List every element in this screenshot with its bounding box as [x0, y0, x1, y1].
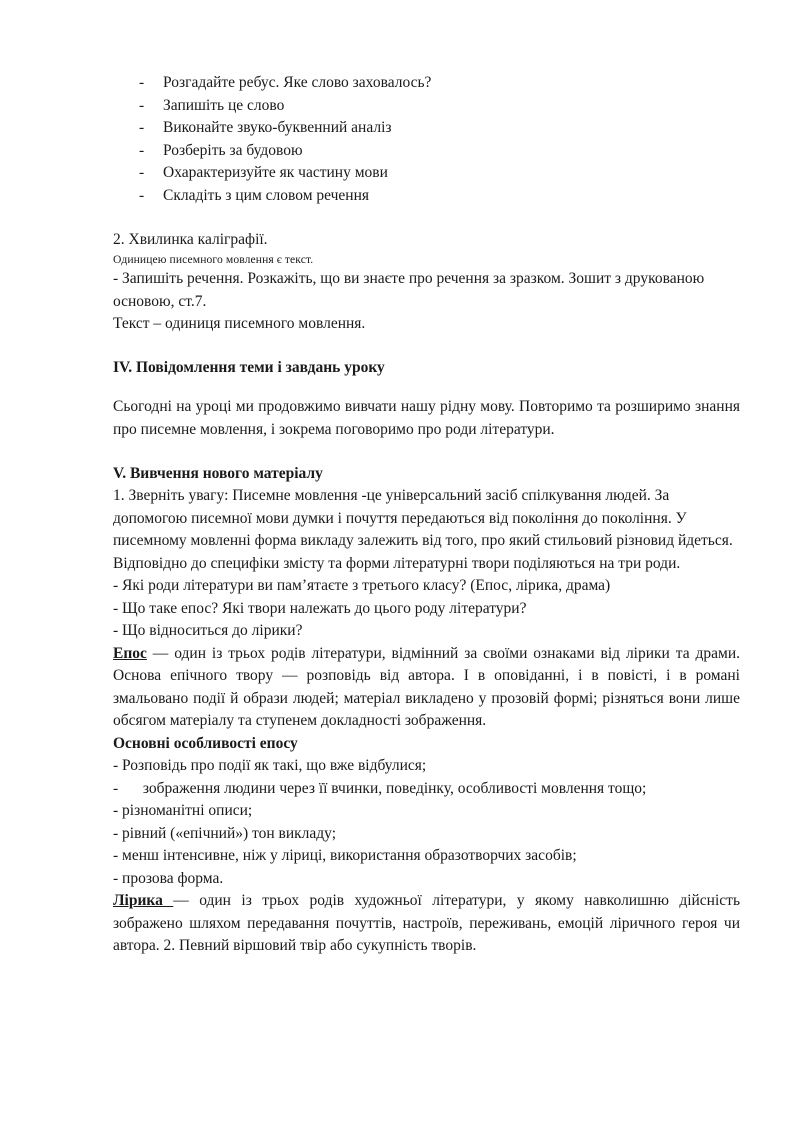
list-item: [113, 140, 740, 163]
feature-item: [113, 778, 740, 801]
calligraphy-note: Одиницею писемного мовлення є текст.: [113, 253, 314, 266]
list-item-label: Розберіть за будовою: [163, 141, 303, 159]
feature-item: [113, 800, 740, 823]
question-line: - Що відноситься до лірики?: [113, 622, 303, 639]
section-v-heading: V. Вивчення нового матеріалу: [113, 465, 323, 482]
feature-item: [113, 823, 740, 846]
list-item-label: Охарактеризуйте як частину мови: [163, 164, 388, 181]
question-line: - Що таке епос? Які твори належать до цього роду літератури?: [113, 599, 527, 617]
spacer: [113, 379, 740, 396]
spacer: [113, 207, 740, 229]
liryka-definition-paragraph: [113, 890, 740, 958]
list-item-label: Розгадайте ребус. Яке слово заховалось?: [163, 74, 432, 91]
feature-label: зображення людини через її вчинки, поведінку, особливості мовлення тощо;: [142, 779, 647, 797]
spacer: [113, 441, 740, 463]
task-list: [113, 72, 740, 207]
list-item-label: Запишіть це слово: [163, 96, 285, 114]
question-line: - Які роди літератури ви пам’ятаєте з третього класу? (Епос, лірика, драма): [113, 577, 611, 594]
epos-body: — один із трьох родів літератури, відмінний за своїми ознаками від лірики та драми. Основа епічного твору — розповідь від автора. І в оповіданні, і в повісті, і в романі змальовано події й образи людей; матеріал викладено у прозовій формі; різняться вони лише обсягом матеріалу та ступенем докладності зображення.: [113, 644, 740, 729]
dash-marker: -: [113, 847, 119, 864]
list-item: [113, 162, 740, 185]
section-v-intro-paragraph: 1. Зверніть увагу: Писемне мовлення -це універсальний засіб спілкування людей. За допомогою писемної мови думки і почуття передаються від покоління до покоління. У писемному мовленні форма викладу залежить від того, про який стильовий різновид йдеться. Відповідно до специфіки змісту та форми літературні твори поділяються на три роди.: [113, 487, 733, 572]
list-item: [113, 117, 740, 140]
epos-definition-paragraph: [113, 643, 740, 733]
dash-marker: -: [113, 824, 119, 842]
dash-marker: -: [113, 869, 119, 887]
dash-marker: -: [139, 141, 145, 159]
dash-marker: -: [139, 119, 145, 136]
list-item-label: Складіть з цим словом речення: [163, 186, 370, 204]
liryka-body: — один із трьох родів художньої літератури, у якому навколишню дійсність зображено шляхом передавання почуттів, настроїв, переживань, емоцій ліричного героя чи автора. 2. Певний віршовий твір або сукупність творів.: [113, 892, 741, 954]
epos-features-heading: Основні особливості епосу: [113, 734, 298, 752]
list-item: [113, 185, 740, 208]
list-item-label: Виконайте звуко-буквенний аналіз: [163, 119, 392, 136]
dash-marker: -: [139, 74, 145, 91]
feature-label: рівний («епічний») тон викладу;: [122, 824, 337, 842]
calligraphy-instruction: - Запишіть речення. Розкажіть, що ви знаєте про речення за зразком. Зошит з друкованою основою, ст.7.: [113, 270, 705, 310]
calligraphy-title: 2. Хвилинка каліграфії.: [113, 231, 268, 248]
feature-label: менш інтенсивне, ніж у ліриці, використання образотворчих засобів;: [122, 847, 577, 864]
feature-item: [113, 845, 740, 868]
calligraphy-definition: Текст – одиниця писемного мовлення.: [113, 315, 366, 332]
feature-label: Розповідь про події як такі, що вже відбулися;: [122, 757, 427, 774]
list-item: [113, 72, 740, 95]
dash-marker: -: [139, 186, 145, 204]
feature-label: різноманітні описи;: [122, 802, 253, 819]
dash-marker: -: [113, 757, 119, 774]
list-item: [113, 95, 740, 118]
spacer: [113, 335, 740, 357]
dash-marker: -: [139, 96, 145, 114]
dash-marker: -: [113, 779, 119, 797]
feature-item: [113, 755, 740, 778]
section-iv-heading: IV. Повідомлення теми і завдань уроку: [113, 359, 385, 376]
liryka-term: Лірика: [113, 892, 174, 909]
epos-term: Епос: [113, 644, 147, 662]
feature-label: прозова форма.: [122, 869, 224, 887]
feature-item: [113, 868, 740, 891]
dash-marker: -: [113, 802, 119, 819]
dash-marker: -: [139, 164, 145, 181]
document-content: [113, 72, 740, 958]
section-iv-paragraph: Сьогодні на уроці ми продовжимо вивчати нашу рідну мову. Повторимо та розширимо знання про писемне мовлення, і зокрема поговоримо про роди літератури.: [113, 398, 740, 438]
